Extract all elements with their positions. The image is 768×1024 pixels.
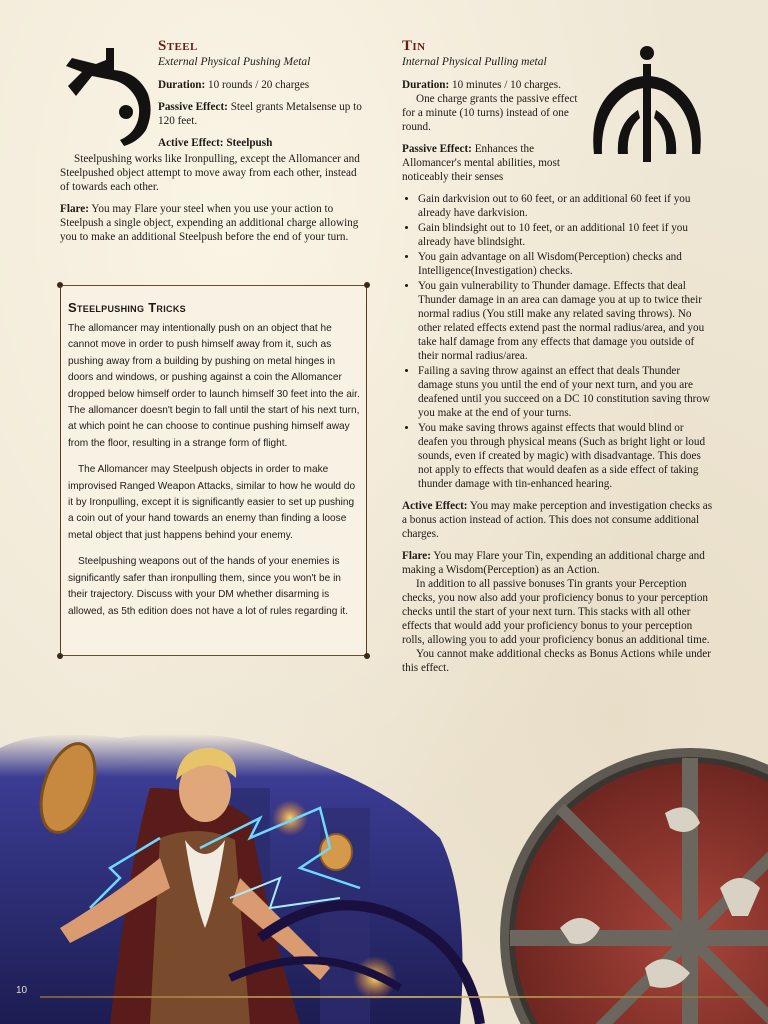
list-item: • You make saving throws against effects that would blind or deafen you through physical means (Such as bright light or loud sounds, even if created by magic) with disadvantage. This does not apply to effects that would deafen as a side effect of taking thunder damage with tin-enhanced hearing. <box>418 421 714 491</box>
duration-value: 10 rounds / 20 charges <box>208 79 310 91</box>
tin-flare-detail: In addition to all passive bonuses Tin grants your Perception checks, you now also add your proficiency bonus to your perception checks until the start of your next turn. This stacks with all other effects that would add your proficiency bonus to your perception rolls, allowing you to add your proficiency bonus an additional time. <box>402 578 710 646</box>
sidebar-left-rule <box>60 286 61 655</box>
steel-active-text: Steelpushing works like Ironpulling, except the Allomancer and Steelpushed object attempt to move away from each other, instead of towards each other. <box>60 153 360 193</box>
tin-passive <box>402 142 588 184</box>
right-column <box>402 38 714 683</box>
steel-duration <box>158 78 365 92</box>
tin-subtitle: Internal Physical Pulling metal <box>402 56 547 68</box>
duration-value: 10 minutes / 10 charges. <box>452 79 561 91</box>
list-item: • Gain darkvision out to 60 feet, or an additional 60 feet if you already have darkvision. <box>418 192 714 220</box>
sidebar-paragraph: Steelpushing weapons out of the hands of your enemies is significantly safer than ironpulling them, since you won't be in their trajectory. Discuss with your DM whether disarming is allowed, as 5th edition does not have a lot of rules regarding it. <box>68 556 348 617</box>
duration-label: Duration: <box>158 79 206 91</box>
sidebar-paragraph: The allomancer may intentionally push on an object that he cannot move in order to push himself away from it, such as pushing away from a building by pushing on metal hinges in doors and windows, or pushing against a coin the Allomancer dropped below himself order to launch himself 30 feet into the air. The allomancer doesn't begin to fall until the start of his next turn, at which point he can choose to continue pushing himself away from the floor, resulting in a strange form of flight. <box>68 323 360 449</box>
tin-duration-text: One charge grants the passive effect for a minute (10 turns) instead of one round. <box>402 93 578 133</box>
passive-value: Enhances the Allomancer's mental abilities, most noticeably their senses <box>402 143 560 183</box>
list-item: • Failing a saving throw against an effect that deals Thunder damage stuns you until the end of your next turn, and you are deafened until you succeed on a DC 10 constitution saving throw you make at the end of your turns. <box>418 364 714 420</box>
tin-active <box>402 499 714 541</box>
active-label: Active Effect: Steelpush <box>158 137 273 149</box>
flare-label: Flare: <box>402 550 431 562</box>
steel-subtitle: External Physical Pushing Metal <box>158 56 311 68</box>
sidebar-paragraph: The Allomancer may Steelpush objects in order to make improvised Ranged Weapon Attacks, similar to how he would do it by Ironpulling, except it is significantly easier to set up pushing a coin out of your hand towards an enemy than finding a loose metal object that just happens behind your enemy. <box>68 464 356 541</box>
tin-title: Tin <box>402 38 426 54</box>
tin-flare <box>402 549 714 577</box>
sidebar-corner-dot <box>364 653 370 659</box>
flare-label: Flare: <box>60 203 89 215</box>
flare-text: You may Flare your steel when you use your action to Steelpush a single object, expending an additional charge allowing you to make an additional Steelpush before the end of your turn. <box>60 203 359 243</box>
list-item: • You gain vulnerability to Thunder damage. Effects that deal Thunder damage in an area can damage you at up to twice their normal radius (You still make any related saving throws). No other related effects extend past the normal radius/area, and you take half damage from any effects that damage you outside of their normal radius/area. <box>418 279 714 363</box>
active-label: Active Effect: <box>402 500 468 512</box>
sidebar-title: Steelpushing Tricks <box>68 300 186 315</box>
allomantic-shield <box>500 748 768 1024</box>
page-number: 10 <box>16 985 28 996</box>
list-item: • You gain advantage on all Wisdom(Perception) checks and Intelligence(Investigation) checks. <box>418 250 714 278</box>
list-item: • Gain blindsight out to 10 feet, or an additional 10 feet if you already have blindsight. <box>418 221 714 249</box>
passive-value: Steel grants Metalsense up to 120 feet. <box>158 101 362 127</box>
duration-label: Duration: <box>402 79 450 91</box>
tin-flare-note: You cannot make additional checks as Bonus Actions while under this effect. <box>402 648 711 674</box>
tin-passive-list <box>402 192 714 491</box>
left-column <box>60 38 365 252</box>
steel-flare <box>60 202 365 244</box>
passive-label: Passive Effect: <box>158 101 228 113</box>
flare-value: You may Flare your Tin, expending an additional charge and making a Wisdom(Perception) as an Action. <box>402 550 705 576</box>
tin-duration <box>402 78 588 92</box>
allomancer-illustration <box>0 728 768 1024</box>
sidebar-corner-dot <box>57 653 63 659</box>
steel-active-heading <box>158 136 365 150</box>
steelpushing-tricks-sidebar <box>60 285 367 656</box>
steel-passive <box>158 100 364 128</box>
sidebar-right-rule <box>366 286 367 655</box>
passive-label: Passive Effect: <box>402 143 472 155</box>
active-value: You may make perception and investigation checks as a bonus action instead of action. This does not consume additional charges. <box>402 500 713 540</box>
steel-title: Steel <box>158 38 198 54</box>
footer-rule <box>40 996 752 998</box>
